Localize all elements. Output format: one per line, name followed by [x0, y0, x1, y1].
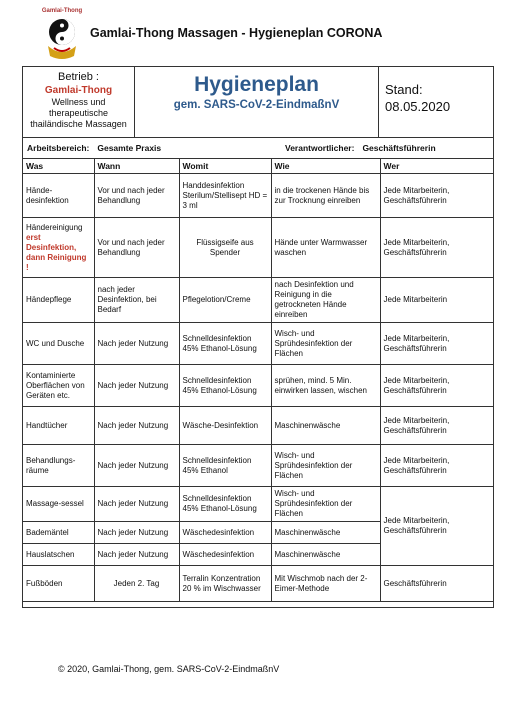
column-header: Wann [94, 159, 179, 174]
footer-copyright: © 2020, Gamlai-Thong, gem. SARS-CoV-2-EindmaßnV [58, 664, 280, 674]
table-row [23, 407, 493, 445]
plan-title-box [135, 67, 379, 137]
cell-was: WC und Dusche [23, 323, 94, 365]
cell-womit: Schnelldesinfektion 45% Ethanol [179, 445, 271, 487]
table-row [23, 218, 493, 278]
column-header: Was [23, 159, 94, 174]
cell-wie: in die trockenen Hände bis zur Trocknung einreiben [271, 174, 380, 218]
table-row [23, 365, 493, 407]
cell-was: Bademäntel [23, 522, 94, 544]
cell-wann: nach jeder Desinfektion, bei Bedarf [94, 278, 179, 323]
cell-wer: Jede Mitarbeiterin, Geschäftsführerin [380, 487, 493, 566]
cell-wer: Jede Mitarbeiterin, Geschäftsführerin [380, 218, 493, 278]
cell-wann: Nach jeder Nutzung [94, 487, 179, 522]
cell-wie: Wisch- und Sprühdesinfektion der Flächen [271, 323, 380, 365]
yin-yang-logo-icon [42, 16, 82, 60]
cell-wann: Nach jeder Nutzung [94, 365, 179, 407]
stand-label: Stand: [385, 82, 423, 97]
cell-wie: nach Desinfektion und Reinigung in die getrockneten Hände einreiben [271, 278, 380, 323]
cell-was: Händereinigung erst Desinfektion, dann Reinigung ! [23, 218, 94, 278]
company-logo [40, 8, 84, 64]
column-header: Wer [380, 159, 493, 174]
betrieb-label: Betrieb : [58, 71, 99, 83]
cell-was: Handtücher [23, 407, 94, 445]
cell-wann: Vor und nach jeder Behandlung [94, 174, 179, 218]
logo-text: Gamlai-Thong [41, 8, 83, 14]
table-header-row [23, 159, 493, 174]
cell-was-note: erst Desinfektion, dann Reinigung ! [26, 232, 87, 272]
cell-wie: Maschinenwäsche [271, 407, 380, 445]
cell-wann: Nach jeder Nutzung [94, 445, 179, 487]
cell-wie: Maschinenwäsche [271, 522, 380, 544]
company-box [23, 67, 135, 137]
company-description: Wellness und therapeutische thailändische Massagen [30, 97, 127, 129]
cell-was: Behandlungs-räume [23, 445, 94, 487]
table-row [23, 445, 493, 487]
cell-womit: Schnelldesinfektion 45% Ethanol-Lösung [179, 365, 271, 407]
cell-wann: Nach jeder Nutzung [94, 522, 179, 544]
cell-wer: Jede Mitarbeiterin, Geschäftsführerin [380, 323, 493, 365]
cell-wann: Nach jeder Nutzung [94, 323, 179, 365]
company-name: Gamlai-Thong [44, 85, 113, 96]
cell-womit: Schnelldesinfektion 45% Ethanol-Lösung [179, 323, 271, 365]
cell-wer: Jede Mitarbeiterin [380, 278, 493, 323]
cell-was: Fußböden [23, 566, 94, 602]
cell-wann: Jeden 2. Tag [94, 566, 179, 602]
stand-date: 08.05.2020 [385, 99, 451, 114]
plan-header [23, 67, 493, 138]
cell-wie: Maschinenwäsche [271, 544, 380, 566]
column-header: Wie [271, 159, 380, 174]
responsible-label: Verantwortlicher: [285, 143, 355, 153]
cell-wann: Nach jeder Nutzung [94, 544, 179, 566]
cell-womit: Wäsche-Desinfektion [179, 407, 271, 445]
cell-womit: Pflegelotion/Creme [179, 278, 271, 323]
area-label: Arbeitsbereich: [27, 143, 90, 153]
cell-wie: Wisch- und Sprühdesinfektion der Flächen [271, 445, 380, 487]
cell-wie: Hände unter Warmwasser waschen [271, 218, 380, 278]
cell-womit: Handdesinfektion Sterilum/Stellisept HD = 3 ml [179, 174, 271, 218]
table-row [23, 174, 493, 218]
hygiene-table [23, 159, 493, 602]
cell-wie: Mit Wischmob nach der 2-Eimer-Methode [271, 566, 380, 602]
cell-was: Kontaminierte Oberflächen von Geräten etc. [23, 365, 94, 407]
responsible-value: Geschäftsführerin [362, 143, 436, 153]
cell-was: Massage-sessel [23, 487, 94, 522]
plan-subtitle: gem. SARS-CoV-2-EindmaßnV [173, 99, 340, 111]
table-row [23, 278, 493, 323]
cell-womit: Wäschedesinfektion [179, 544, 271, 566]
cell-wie: sprühen, mind. 5 Min. einwirken lassen, wischen [271, 365, 380, 407]
cell-was: Hände-desinfektion [23, 174, 94, 218]
cell-was: Hauslatschen [23, 544, 94, 566]
cell-womit: Terralin Konzentration 20 % im Wischwasser [179, 566, 271, 602]
table-row [23, 566, 493, 602]
cell-womit: Schnelldesinfektion 45% Ethanol-Lösung [179, 487, 271, 522]
cell-womit: Wäschedesinfektion [179, 522, 271, 544]
cell-wann: Nach jeder Nutzung [94, 407, 179, 445]
stand-box [379, 67, 493, 137]
cell-wer: Geschäftsführerin [380, 566, 493, 602]
table-row [23, 487, 493, 522]
cell-womit: Flüssigseife aus Spender [179, 218, 271, 278]
cell-wann: Vor und nach jeder Behandlung [94, 218, 179, 278]
cell-was: Händepflege [23, 278, 94, 323]
hygiene-plan-sheet [22, 66, 494, 608]
cell-wer: Jede Mitarbeiterin, Geschäftsführerin [380, 174, 493, 218]
column-header: Womit [179, 159, 271, 174]
table-row [23, 323, 493, 365]
cell-wer: Jede Mitarbeiterin, Geschäftsführerin [380, 365, 493, 407]
area-row [23, 138, 493, 159]
cell-wer: Jede Mitarbeiterin, Geschäftsführerin [380, 407, 493, 445]
document-title: Gamlai-Thong Massagen - Hygieneplan CORONA [90, 26, 383, 40]
area-value: Gesamte Praxis [97, 143, 162, 153]
cell-wer: Jede Mitarbeiterin, Geschäftsführerin [380, 445, 493, 487]
cell-wie: Wisch- und Sprühdesinfektion der Flächen [271, 487, 380, 522]
plan-title: Hygieneplan [194, 73, 319, 96]
